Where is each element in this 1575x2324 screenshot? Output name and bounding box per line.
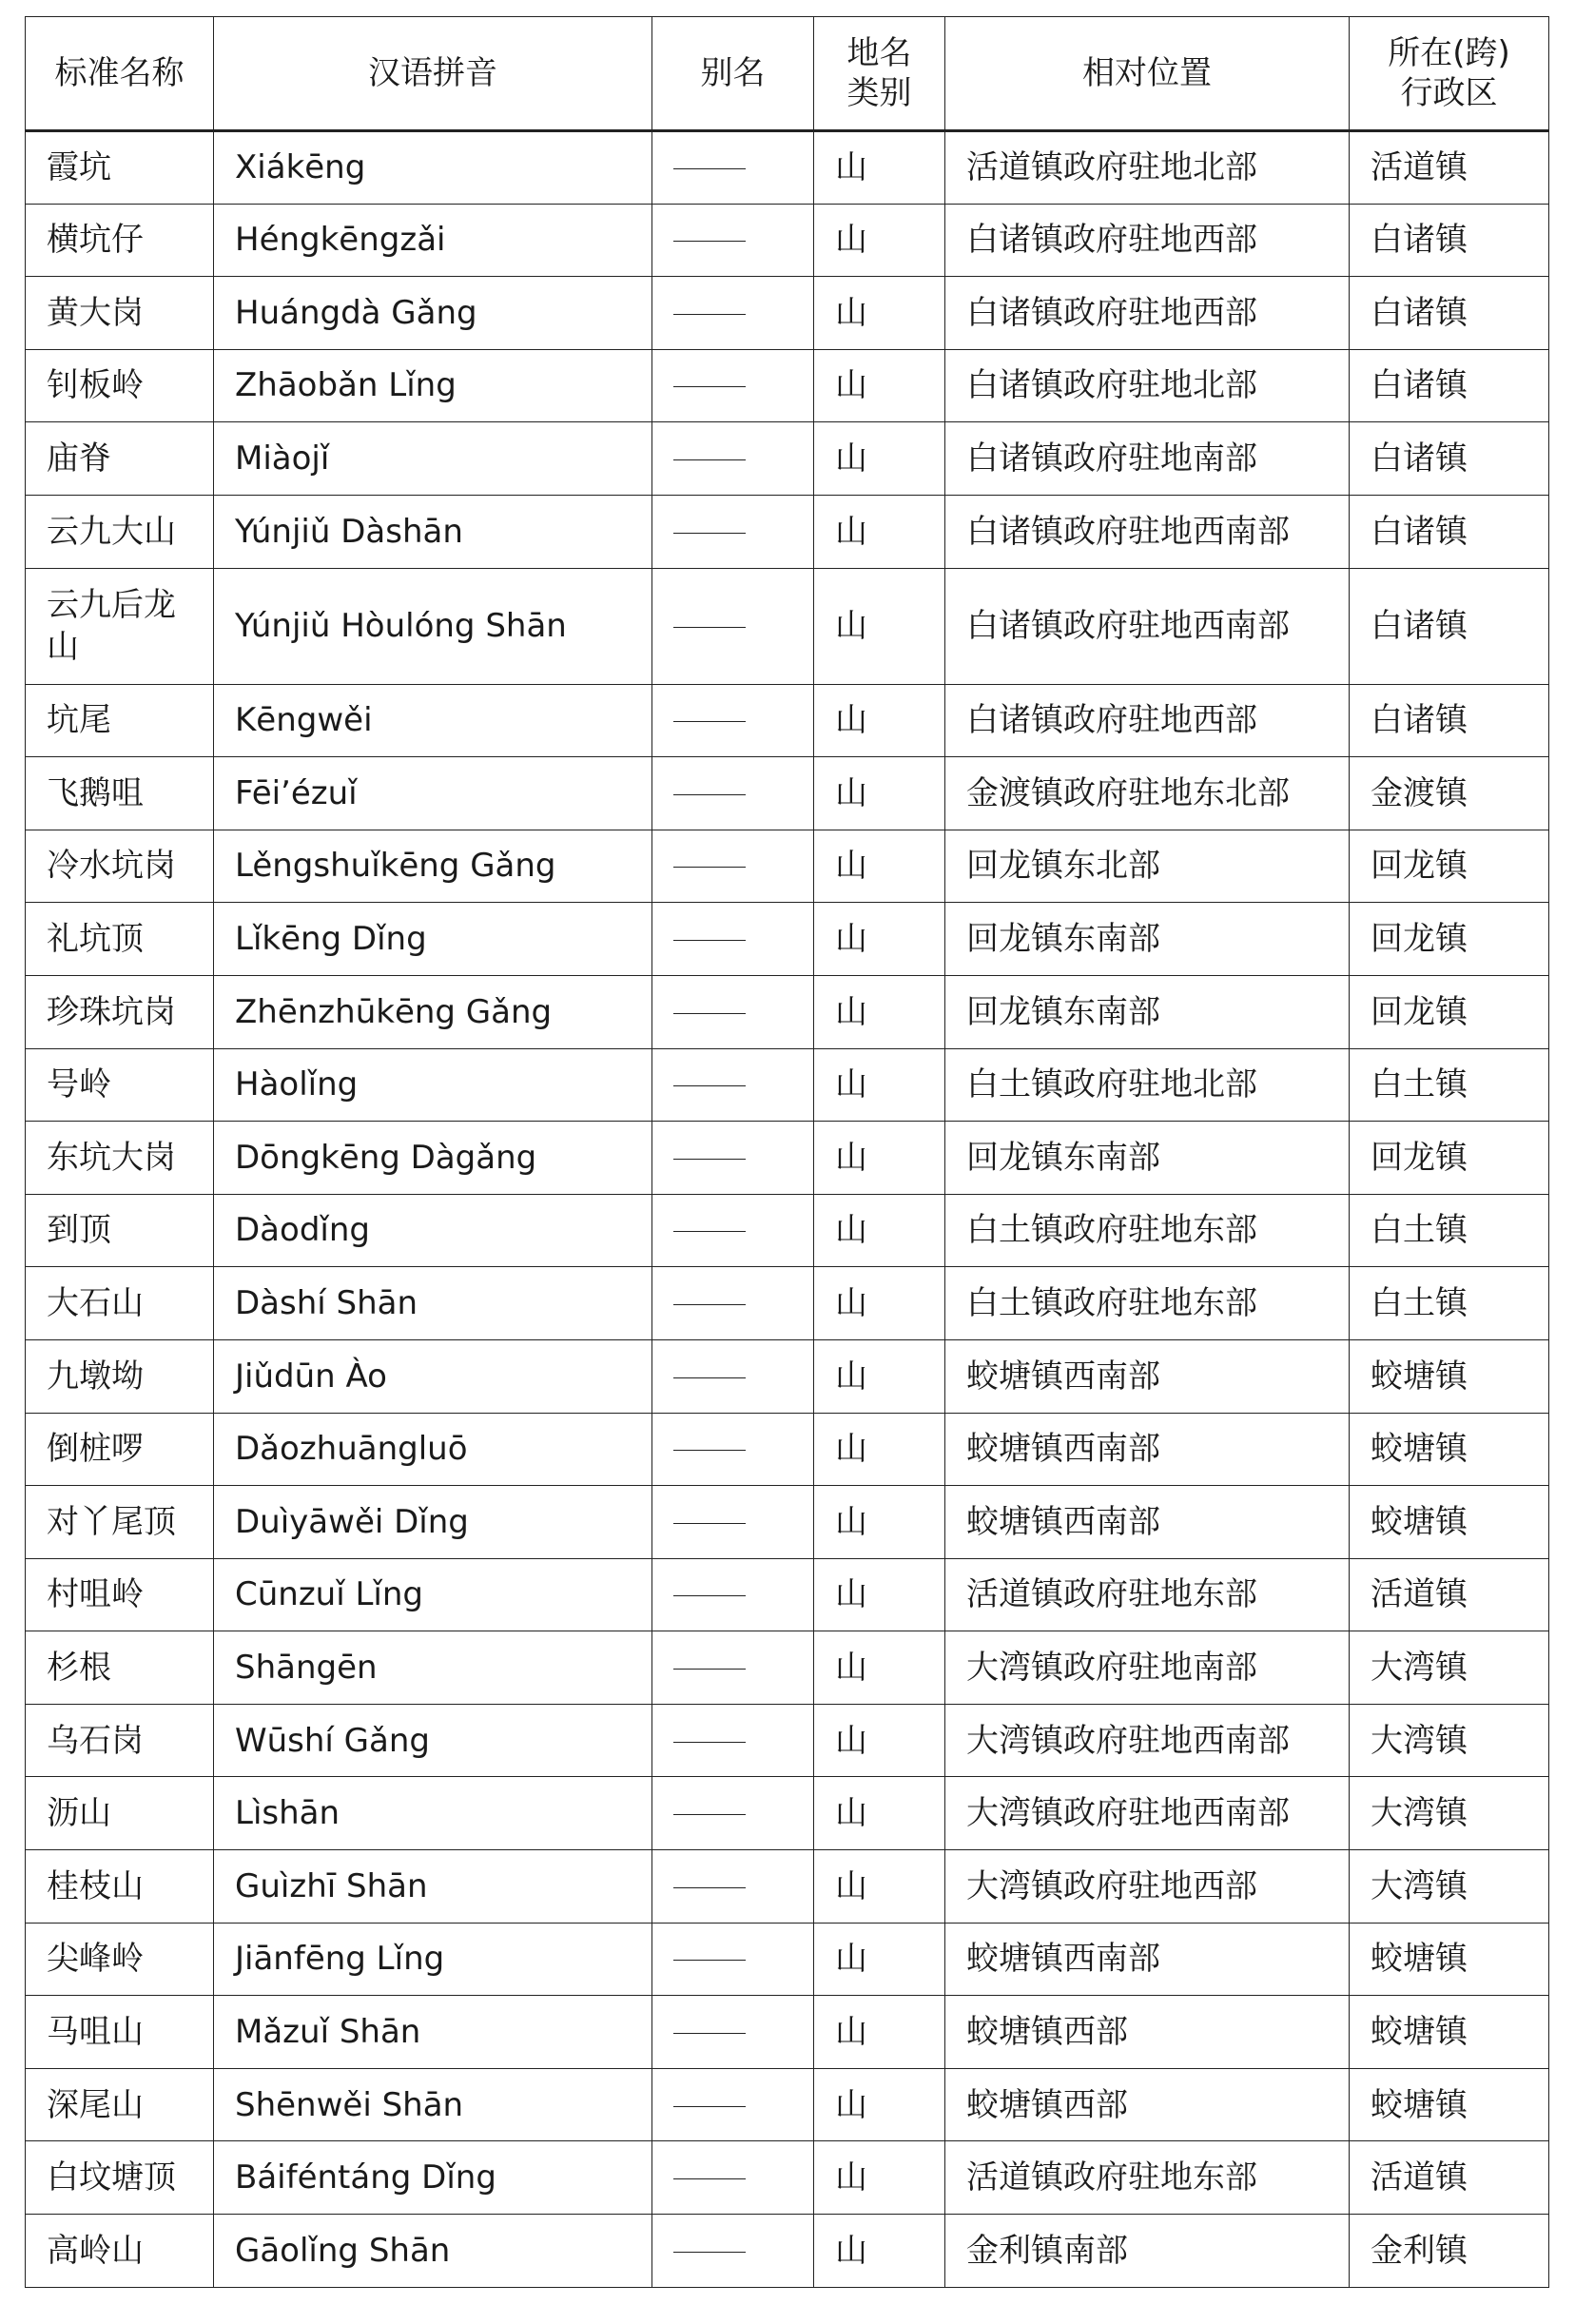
cell-district: 蛟塘镇	[1350, 1923, 1549, 1996]
cell-alias	[652, 1048, 814, 1122]
empty-alias-dash	[673, 386, 746, 387]
cell-category: 山	[814, 1631, 945, 1705]
cell-alias	[652, 1122, 814, 1195]
cell-pinyin: Duìyāwěi Dǐng	[214, 1486, 652, 1559]
empty-alias-dash	[673, 627, 746, 628]
cell-relative-location: 金渡镇政府驻地东北部	[945, 757, 1350, 830]
cell-alias	[652, 830, 814, 903]
cell-district: 白土镇	[1350, 1267, 1549, 1340]
cell-alias	[652, 131, 814, 205]
cell-relative-location: 蛟塘镇西部	[945, 1996, 1350, 2069]
cell-standard-name: 黄大岗	[26, 277, 214, 350]
table-row	[26, 1850, 1549, 1924]
cell-relative-location: 回龙镇东南部	[945, 903, 1350, 976]
cell-standard-name: 坑尾	[26, 684, 214, 757]
empty-alias-dash	[673, 2178, 746, 2179]
cell-pinyin: Shēnwěi Shān	[214, 2068, 652, 2141]
table-header	[26, 17, 1549, 131]
cell-pinyin: Xiákēng	[214, 131, 652, 205]
table-row	[26, 830, 1549, 903]
empty-alias-dash	[673, 1377, 746, 1378]
cell-alias	[652, 1486, 814, 1559]
cell-category: 山	[814, 1339, 945, 1413]
empty-alias-dash	[673, 314, 746, 315]
cell-alias	[652, 349, 814, 422]
cell-relative-location: 白土镇政府驻地北部	[945, 1048, 1350, 1122]
empty-alias-dash	[673, 1085, 746, 1086]
empty-alias-dash	[673, 1304, 746, 1305]
cell-pinyin: Gāolǐng Shān	[214, 2215, 652, 2288]
cell-alias	[652, 1777, 814, 1850]
cell-alias	[652, 1850, 814, 1924]
table-row	[26, 204, 1549, 277]
table-row	[26, 757, 1549, 830]
empty-alias-dash	[673, 1595, 746, 1596]
cell-district: 蛟塘镇	[1350, 1996, 1549, 2069]
table-row	[26, 1923, 1549, 1996]
cell-relative-location: 蛟塘镇西南部	[945, 1339, 1350, 1413]
cell-relative-location: 蛟塘镇西南部	[945, 1413, 1350, 1486]
header-pinyin: 汉语拼音	[214, 17, 652, 131]
header-category-line2: 类别	[846, 74, 912, 112]
cell-alias	[652, 903, 814, 976]
cell-standard-name: 珍珠坑岗	[26, 975, 214, 1048]
cell-district: 蛟塘镇	[1350, 2068, 1549, 2141]
cell-category: 山	[814, 277, 945, 350]
cell-pinyin: Dàodǐng	[214, 1194, 652, 1267]
cell-relative-location: 白诸镇政府驻地西部	[945, 684, 1350, 757]
cell-category: 山	[814, 131, 945, 205]
empty-alias-dash	[673, 940, 746, 941]
cell-pinyin: Zhēnzhūkēng Gǎng	[214, 975, 652, 1048]
table-row	[26, 1996, 1549, 2069]
cell-standard-name: 东坑大岗	[26, 1122, 214, 1195]
cell-alias	[652, 2215, 814, 2288]
cell-standard-name: 庙脊	[26, 422, 214, 496]
cell-standard-name: 礼坑顶	[26, 903, 214, 976]
cell-standard-name: 乌石岗	[26, 1704, 214, 1777]
cell-category: 山	[814, 1122, 945, 1195]
cell-alias	[652, 1558, 814, 1631]
header-row	[26, 17, 1549, 131]
cell-category: 山	[814, 204, 945, 277]
empty-alias-dash	[673, 1231, 746, 1232]
cell-standard-name: 对丫尾顶	[26, 1486, 214, 1559]
cell-alias	[652, 1923, 814, 1996]
cell-district: 回龙镇	[1350, 1122, 1549, 1195]
header-relative-location: 相对位置	[945, 17, 1350, 131]
cell-standard-name: 桂枝山	[26, 1850, 214, 1924]
cell-pinyin: Cūnzuǐ Lǐng	[214, 1558, 652, 1631]
cell-relative-location: 金利镇南部	[945, 2215, 1350, 2288]
cell-district: 金利镇	[1350, 2215, 1549, 2288]
empty-alias-dash	[673, 721, 746, 722]
cell-district: 回龙镇	[1350, 830, 1549, 903]
table-row	[26, 1194, 1549, 1267]
empty-alias-dash	[673, 533, 746, 534]
header-category-line1: 地名	[846, 33, 912, 72]
cell-standard-name: 九墩坳	[26, 1339, 214, 1413]
empty-alias-dash	[673, 241, 746, 242]
cell-relative-location: 回龙镇东北部	[945, 830, 1350, 903]
table-row	[26, 1267, 1549, 1340]
cell-alias	[652, 1996, 814, 2069]
empty-alias-dash	[673, 1013, 746, 1014]
cell-category: 山	[814, 1413, 945, 1486]
cell-category: 山	[814, 975, 945, 1048]
cell-alias	[652, 684, 814, 757]
cell-relative-location: 白诸镇政府驻地西南部	[945, 495, 1350, 568]
cell-category: 山	[814, 1850, 945, 1924]
cell-district: 白诸镇	[1350, 204, 1549, 277]
cell-alias	[652, 1631, 814, 1705]
cell-pinyin: Lǐkēng Dǐng	[214, 903, 652, 976]
empty-alias-dash	[673, 2106, 746, 2107]
cell-category: 山	[814, 1996, 945, 2069]
cell-district: 活道镇	[1350, 1558, 1549, 1631]
cell-standard-name: 横坑仔	[26, 204, 214, 277]
cell-pinyin: Lěngshuǐkēng Gǎng	[214, 830, 652, 903]
cell-relative-location: 蛟塘镇西南部	[945, 1486, 1350, 1559]
cell-alias	[652, 1413, 814, 1486]
table-row	[26, 1704, 1549, 1777]
empty-alias-dash	[673, 168, 746, 169]
header-district-line1: 所在(跨)	[1388, 33, 1510, 72]
cell-category: 山	[814, 2068, 945, 2141]
cell-alias	[652, 422, 814, 496]
cell-alias	[652, 568, 814, 684]
table-row	[26, 422, 1549, 496]
cell-standard-name: 深尾山	[26, 2068, 214, 2141]
table-body	[26, 131, 1549, 2288]
place-name-table	[25, 16, 1549, 2288]
empty-alias-dash	[673, 1450, 746, 1451]
cell-relative-location: 回龙镇东南部	[945, 975, 1350, 1048]
empty-alias-dash	[673, 794, 746, 795]
cell-standard-name: 尖峰岭	[26, 1923, 214, 1996]
cell-alias	[652, 757, 814, 830]
cell-category: 山	[814, 568, 945, 684]
cell-district: 蛟塘镇	[1350, 1339, 1549, 1413]
cell-relative-location: 大湾镇政府驻地南部	[945, 1631, 1350, 1705]
cell-relative-location: 回龙镇东南部	[945, 1122, 1350, 1195]
cell-standard-name: 霞坑	[26, 131, 214, 205]
table-row	[26, 684, 1549, 757]
cell-relative-location: 白诸镇政府驻地西部	[945, 204, 1350, 277]
cell-category: 山	[814, 349, 945, 422]
header-category	[814, 17, 945, 131]
cell-standard-name: 高岭山	[26, 2215, 214, 2288]
cell-relative-location: 大湾镇政府驻地西部	[945, 1850, 1350, 1924]
place-name-table-container	[25, 16, 1548, 2288]
table-row	[26, 1122, 1549, 1195]
empty-alias-dash	[673, 1523, 746, 1524]
cell-category: 山	[814, 495, 945, 568]
table-row	[26, 2215, 1549, 2288]
cell-pinyin: Guìzhī Shān	[214, 1850, 652, 1924]
cell-alias	[652, 1339, 814, 1413]
table-row	[26, 349, 1549, 422]
cell-relative-location: 蛟塘镇西部	[945, 2068, 1350, 2141]
table-row	[26, 568, 1549, 684]
table-row	[26, 131, 1549, 205]
empty-alias-dash	[673, 2252, 746, 2253]
cell-district: 白诸镇	[1350, 684, 1549, 757]
cell-district: 金渡镇	[1350, 757, 1549, 830]
cell-category: 山	[814, 422, 945, 496]
cell-category: 山	[814, 2215, 945, 2288]
cell-alias	[652, 1704, 814, 1777]
cell-standard-name: 杉根	[26, 1631, 214, 1705]
cell-district: 活道镇	[1350, 131, 1549, 205]
empty-alias-dash	[673, 1960, 746, 1961]
cell-pinyin: Zhāobǎn Lǐng	[214, 349, 652, 422]
cell-pinyin: Shāngēn	[214, 1631, 652, 1705]
cell-category: 山	[814, 1194, 945, 1267]
cell-relative-location: 白诸镇政府驻地北部	[945, 349, 1350, 422]
table-row	[26, 903, 1549, 976]
table-row	[26, 277, 1549, 350]
table-row	[26, 1631, 1549, 1705]
cell-pinyin: Dōngkēng Dàgǎng	[214, 1122, 652, 1195]
cell-standard-name: 飞鹅咀	[26, 757, 214, 830]
header-alias: 别名	[652, 17, 814, 131]
cell-relative-location: 活道镇政府驻地东部	[945, 2141, 1350, 2215]
cell-category: 山	[814, 830, 945, 903]
empty-alias-dash	[673, 867, 746, 868]
cell-district: 白诸镇	[1350, 277, 1549, 350]
cell-alias	[652, 2068, 814, 2141]
cell-standard-name: 冷水坑岗	[26, 830, 214, 903]
cell-alias	[652, 1267, 814, 1340]
cell-pinyin: Wūshí Gǎng	[214, 1704, 652, 1777]
cell-category: 山	[814, 2141, 945, 2215]
cell-category: 山	[814, 1777, 945, 1850]
table-row	[26, 1413, 1549, 1486]
table-row	[26, 495, 1549, 568]
cell-relative-location: 大湾镇政府驻地西南部	[945, 1704, 1350, 1777]
cell-pinyin: Fēi’ézuǐ	[214, 757, 652, 830]
empty-alias-dash	[673, 1814, 746, 1815]
cell-category: 山	[814, 1267, 945, 1340]
empty-alias-dash	[673, 2033, 746, 2034]
cell-category: 山	[814, 1048, 945, 1122]
cell-standard-name: 倒桩啰	[26, 1413, 214, 1486]
cell-relative-location: 大湾镇政府驻地西南部	[945, 1777, 1350, 1850]
cell-standard-name: 马咀山	[26, 1996, 214, 2069]
cell-alias	[652, 1194, 814, 1267]
cell-pinyin: Yúnjiǔ Dàshān	[214, 495, 652, 568]
table-row	[26, 975, 1549, 1048]
header-district-line2: 行政区	[1400, 74, 1498, 112]
cell-pinyin: Hàolǐng	[214, 1048, 652, 1122]
cell-district: 回龙镇	[1350, 903, 1549, 976]
cell-district: 白土镇	[1350, 1194, 1549, 1267]
header-district	[1350, 17, 1549, 131]
cell-standard-name: 云九大山	[26, 495, 214, 568]
cell-category: 山	[814, 757, 945, 830]
cell-category: 山	[814, 1486, 945, 1559]
cell-alias	[652, 204, 814, 277]
cell-pinyin: Mǎzuǐ Shān	[214, 1996, 652, 2069]
cell-pinyin: Dǎozhuāngluō	[214, 1413, 652, 1486]
cell-district: 大湾镇	[1350, 1631, 1549, 1705]
cell-district: 白诸镇	[1350, 422, 1549, 496]
cell-standard-name: 号岭	[26, 1048, 214, 1122]
cell-district: 蛟塘镇	[1350, 1486, 1549, 1559]
cell-district: 大湾镇	[1350, 1777, 1549, 1850]
cell-pinyin: Báiféntáng Dǐng	[214, 2141, 652, 2215]
cell-district: 活道镇	[1350, 2141, 1549, 2215]
cell-relative-location: 白诸镇政府驻地西南部	[945, 568, 1350, 684]
empty-alias-dash	[673, 1887, 746, 1888]
empty-alias-dash	[673, 459, 746, 460]
empty-alias-dash	[673, 1742, 746, 1743]
empty-alias-dash	[673, 1159, 746, 1160]
cell-standard-name: 村咀岭	[26, 1558, 214, 1631]
cell-district: 白诸镇	[1350, 495, 1549, 568]
cell-category: 山	[814, 903, 945, 976]
header-standard-name: 标准名称	[26, 17, 214, 131]
cell-category: 山	[814, 684, 945, 757]
cell-pinyin: Héngkēngzǎi	[214, 204, 652, 277]
cell-relative-location: 白土镇政府驻地东部	[945, 1267, 1350, 1340]
table-row	[26, 1486, 1549, 1559]
table-row	[26, 1558, 1549, 1631]
table-row	[26, 1339, 1549, 1413]
empty-alias-dash	[673, 1669, 746, 1670]
table-row	[26, 2141, 1549, 2215]
cell-pinyin: Jiǔdūn Ào	[214, 1339, 652, 1413]
cell-category: 山	[814, 1558, 945, 1631]
cell-standard-name: 钊板岭	[26, 349, 214, 422]
cell-district: 蛟塘镇	[1350, 1413, 1549, 1486]
cell-relative-location: 活道镇政府驻地东部	[945, 1558, 1350, 1631]
cell-standard-name: 大石山	[26, 1267, 214, 1340]
cell-standard-name: 白坟塘顶	[26, 2141, 214, 2215]
cell-district: 白诸镇	[1350, 568, 1549, 684]
cell-district: 大湾镇	[1350, 1850, 1549, 1924]
cell-district: 回龙镇	[1350, 975, 1549, 1048]
cell-standard-name: 云九后龙山	[26, 568, 214, 684]
cell-relative-location: 蛟塘镇西南部	[945, 1923, 1350, 1996]
cell-pinyin: Jiānfēng Lǐng	[214, 1923, 652, 1996]
table-row	[26, 1048, 1549, 1122]
cell-pinyin: Miàojǐ	[214, 422, 652, 496]
cell-category: 山	[814, 1923, 945, 1996]
cell-alias	[652, 277, 814, 350]
cell-pinyin: Kēngwěi	[214, 684, 652, 757]
cell-standard-name: 到顶	[26, 1194, 214, 1267]
cell-pinyin: Dàshí Shān	[214, 1267, 652, 1340]
cell-district: 白诸镇	[1350, 349, 1549, 422]
cell-relative-location: 白土镇政府驻地东部	[945, 1194, 1350, 1267]
cell-category: 山	[814, 1704, 945, 1777]
cell-pinyin: Huángdà Gǎng	[214, 277, 652, 350]
cell-relative-location: 活道镇政府驻地北部	[945, 131, 1350, 205]
cell-relative-location: 白诸镇政府驻地西部	[945, 277, 1350, 350]
cell-district: 大湾镇	[1350, 1704, 1549, 1777]
cell-district: 白土镇	[1350, 1048, 1549, 1122]
table-row	[26, 2068, 1549, 2141]
cell-standard-name: 沥山	[26, 1777, 214, 1850]
table-row	[26, 1777, 1549, 1850]
cell-alias	[652, 975, 814, 1048]
cell-alias	[652, 495, 814, 568]
cell-relative-location: 白诸镇政府驻地南部	[945, 422, 1350, 496]
cell-pinyin: Lìshān	[214, 1777, 652, 1850]
cell-alias	[652, 2141, 814, 2215]
cell-pinyin: Yúnjiǔ Hòulóng Shān	[214, 568, 652, 684]
